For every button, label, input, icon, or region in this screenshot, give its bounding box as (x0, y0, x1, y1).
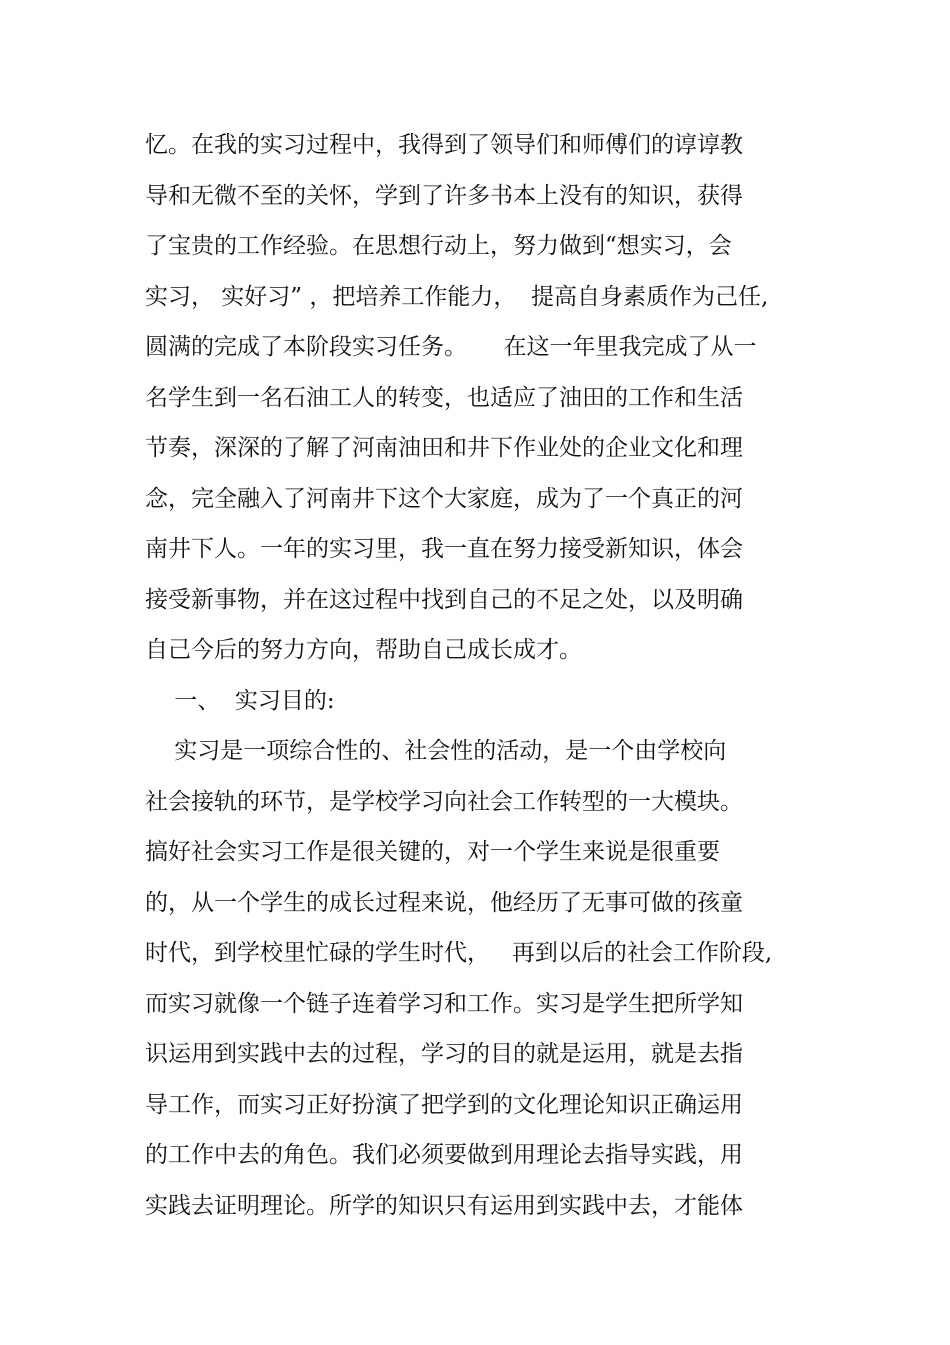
text-line: 导工作，而实习正好扮演了把学到的文化理论知识正确运用 (145, 1091, 743, 1118)
text-line: 的工作中去的角色。我们必须要做到用理论去指导实践，用 (145, 1142, 743, 1168)
text-line: 的，从一个学生的成长过程来说，他经历了无事可做的孩童 (145, 889, 743, 916)
text-line: 了宝贵的工作经验。在思想行动上，努力做到“想实习，会 (145, 233, 732, 259)
text-line: 接受新事物，并在这过程中找到自己的不足之处，以及明确 (145, 586, 743, 613)
section-heading: 一、 实习目的: (145, 687, 335, 714)
text-line: 实践去证明理论。所学的知识只有运用到实践中去，才能体 (145, 1192, 743, 1219)
body-text (145, 120, 825, 1231)
text-line: 自己今后的努力方向，帮助自己成长成才。 (145, 637, 582, 663)
text-line: 名学生到一名石油工人的转变，也适应了油田的工作和生活 (145, 384, 743, 411)
text-line: 实习， 实好习” ，把培养工作能力， 提高自身素质作为己任, (145, 283, 769, 310)
text-line: 念，完全融入了河南井下这个大家庭，成为了一个真正的河 (145, 485, 743, 512)
text-line: 时代，到学校里忙碌的学生时代， 再到以后的社会工作阶段, (145, 940, 773, 966)
text-line: 导和无微不至的关怀，学到了许多书本上没有的知识，获得 (145, 182, 743, 209)
text-line: 南井下人。一年的实习里，我一直在努力接受新知识，体会 (145, 536, 743, 562)
text-line: 而实习就像一个链子连着学习和工作。实习是学生把所学知 (145, 990, 743, 1017)
text-line: 搞好社会实习工作是很关键的，对一个学生来说是很重要 (145, 839, 720, 865)
text-line: 节奏，深深的了解了河南油田和井下作业处的企业文化和理 (145, 435, 743, 461)
text-line: 圆满的完成了本阶段实习任务。 在这一年里我完成了从一 (145, 334, 757, 360)
text-line: 识运用到实践中去的过程，学习的目的就是运用，就是去指 (145, 1041, 743, 1067)
text-line: 实习是一项综合性的、社会性的活动，是一个由学校向 (145, 738, 727, 764)
text-line: 忆。在我的实习过程中，我得到了领导们和师傅们的谆谆教 (145, 132, 743, 158)
text-line: 社会接轨的环节，是学校学习向社会工作转型的一大模块。 (145, 788, 743, 815)
